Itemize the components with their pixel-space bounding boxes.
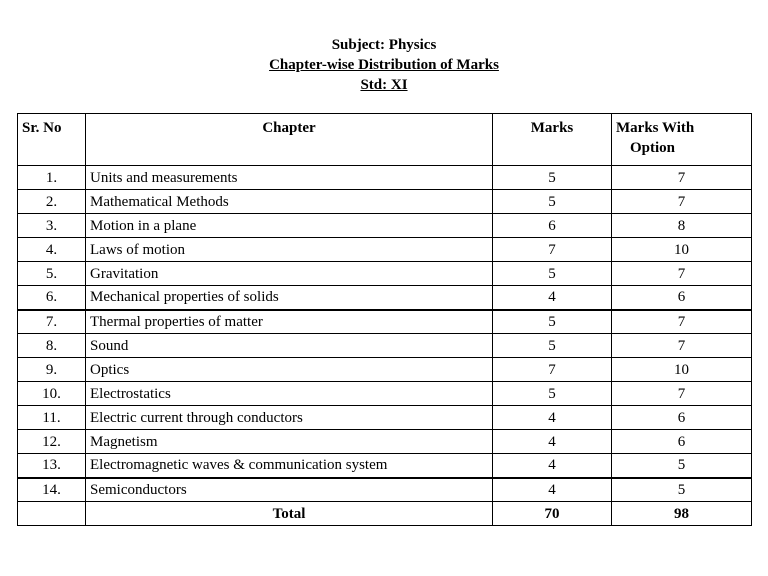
column-header-marks-with-option-line2: Option xyxy=(630,140,676,156)
table-row xyxy=(18,310,752,334)
column-header-chapter: Chapter xyxy=(86,114,493,166)
cell-sr-no: 5. xyxy=(18,262,86,286)
page-title-text: Chapter-wise Distribution of Marks xyxy=(269,57,499,73)
cell-sr-no: 12. xyxy=(18,430,86,454)
table-header-row xyxy=(18,114,752,166)
total-label: Total xyxy=(86,502,493,526)
column-header-marks: Marks xyxy=(493,114,612,166)
cell-marks: 4 xyxy=(493,286,612,310)
cell-chapter: Optics xyxy=(86,358,493,382)
cell-marks-with-option: 7 xyxy=(612,334,752,358)
table-row xyxy=(18,286,752,310)
total-marks: 70 xyxy=(493,502,612,526)
cell-chapter: Electric current through conductors xyxy=(86,406,493,430)
cell-chapter: Units and measurements xyxy=(86,166,493,190)
table-row xyxy=(18,190,752,214)
cell-chapter: Sound xyxy=(86,334,493,358)
column-header-sr-no: Sr. No xyxy=(18,114,86,166)
cell-marks: 4 xyxy=(493,478,612,502)
table-row xyxy=(18,262,752,286)
column-header-marks-with-option xyxy=(612,114,752,166)
table-row xyxy=(18,214,752,238)
cell-chapter: Motion in a plane xyxy=(86,214,493,238)
cell-marks-with-option: 6 xyxy=(612,286,752,310)
cell-marks: 5 xyxy=(493,382,612,406)
cell-sr-no: 6. xyxy=(18,286,86,310)
cell-sr-no: 14. xyxy=(18,478,86,502)
cell-chapter: Magnetism xyxy=(86,430,493,454)
subject-heading-text: Subject: Physics xyxy=(331,37,437,53)
cell-sr-no: 13. xyxy=(18,454,86,478)
cell-marks: 7 xyxy=(493,238,612,262)
cell-chapter: Mathematical Methods xyxy=(86,190,493,214)
std-heading xyxy=(0,75,768,95)
cell-sr-no: 1. xyxy=(18,166,86,190)
cell-sr-no: 4. xyxy=(18,238,86,262)
cell-marks-with-option: 6 xyxy=(612,430,752,454)
table-row xyxy=(18,454,752,478)
cell-marks-with-option: 8 xyxy=(612,214,752,238)
cell-marks-with-option: 10 xyxy=(612,358,752,382)
cell-sr-no: 11. xyxy=(18,406,86,430)
cell-sr-no: 2. xyxy=(18,190,86,214)
cell-marks-with-option: 10 xyxy=(612,238,752,262)
cell-marks: 5 xyxy=(493,190,612,214)
cell-marks-with-option: 6 xyxy=(612,406,752,430)
std-heading-text: Std: XI xyxy=(360,77,408,93)
cell-chapter: Semiconductors xyxy=(86,478,493,502)
cell-marks: 7 xyxy=(493,358,612,382)
cell-marks-with-option: 7 xyxy=(612,190,752,214)
table-row xyxy=(18,430,752,454)
cell-sr-no: 7. xyxy=(18,310,86,334)
cell-chapter: Electromagnetic waves & communication system xyxy=(86,454,493,478)
cell-marks: 5 xyxy=(493,334,612,358)
table-row xyxy=(18,406,752,430)
cell-total-empty xyxy=(18,502,86,526)
marks-distribution-table xyxy=(17,113,752,526)
cell-marks: 6 xyxy=(493,214,612,238)
cell-sr-no: 10. xyxy=(18,382,86,406)
cell-marks-with-option: 7 xyxy=(612,310,752,334)
cell-marks-with-option: 7 xyxy=(612,166,752,190)
subject-heading xyxy=(0,35,768,55)
cell-chapter: Thermal properties of matter xyxy=(86,310,493,334)
cell-sr-no: 3. xyxy=(18,214,86,238)
table-row xyxy=(18,166,752,190)
total-marks-with-option: 98 xyxy=(612,502,752,526)
table-row xyxy=(18,382,752,406)
table-row xyxy=(18,238,752,262)
column-header-marks-with-option-line1: Marks With xyxy=(616,120,695,136)
cell-marks: 5 xyxy=(493,262,612,286)
cell-chapter: Laws of motion xyxy=(86,238,493,262)
cell-marks: 4 xyxy=(493,430,612,454)
cell-marks: 5 xyxy=(493,166,612,190)
cell-marks-with-option: 5 xyxy=(612,478,752,502)
total-row xyxy=(18,502,752,526)
cell-marks-with-option: 5 xyxy=(612,454,752,478)
table-row xyxy=(18,334,752,358)
cell-chapter: Electrostatics xyxy=(86,382,493,406)
table-row xyxy=(18,478,752,502)
cell-marks: 4 xyxy=(493,406,612,430)
page-title xyxy=(0,55,768,75)
table-row xyxy=(18,358,752,382)
cell-marks: 4 xyxy=(493,454,612,478)
cell-marks: 5 xyxy=(493,310,612,334)
cell-sr-no: 8. xyxy=(18,334,86,358)
cell-sr-no: 9. xyxy=(18,358,86,382)
cell-chapter: Mechanical properties of solids xyxy=(86,286,493,310)
cell-marks-with-option: 7 xyxy=(612,262,752,286)
cell-marks-with-option: 7 xyxy=(612,382,752,406)
cell-chapter: Gravitation xyxy=(86,262,493,286)
